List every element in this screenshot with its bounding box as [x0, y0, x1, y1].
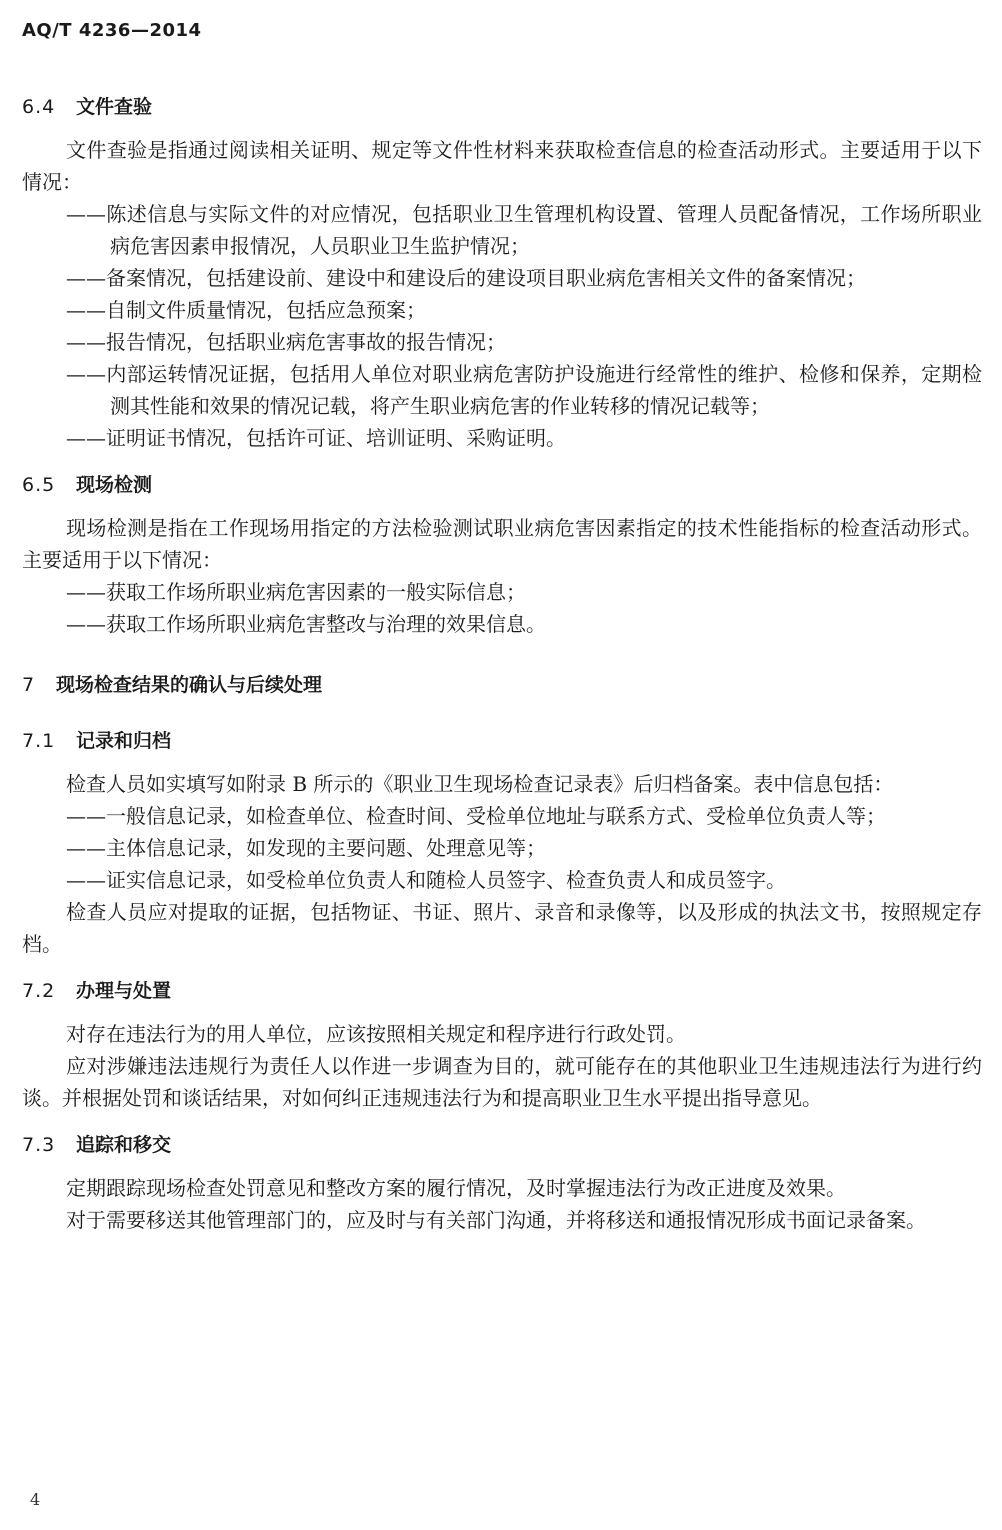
list-item: ——自制文件质量情况，包括应急预案；: [66, 298, 426, 322]
list-item: ——报告情况，包括职业病危害事故的报告情况；: [66, 330, 506, 354]
section-title: 办理与处置: [76, 980, 172, 1002]
list-item: ——内部运转情况证据，包括用人单位对职业病危害防护设施进行经常性的维护、检修和保养，定期检测其性能和效果的情况记载，将产生职业病危害的作业转移的情况记载等；: [66, 362, 982, 418]
section-number: 7.2: [22, 980, 56, 1002]
list-item: ——获取工作场所职业病危害整改与治理的效果信息。: [66, 612, 546, 636]
section-6-4-intro: 文件查验是指通过阅读相关证明、规定等文件性材料来获取检查信息的检查活动形式。主要适用于以下情况：: [22, 138, 982, 194]
section-title: 文件查验: [76, 96, 153, 118]
paragraph: 应对涉嫌违法违规行为责任人以作进一步调查为目的，就可能存在的其他职业卫生违规违法行为进行约谈。并根据处罚和谈话结果，对如何纠正违规违法行为和提高职业卫生水平提出指导意见。: [22, 1054, 982, 1110]
section-6-4-heading: [22, 92, 982, 122]
section-7-1-intro: 检查人员如实填写如附录 B 所示的《职业卫生现场检查记录表》后归档备案。表中信息包括：: [66, 772, 894, 796]
list-item: ——一般信息记录，如检查单位、检查时间、受检单位地址与联系方式、受检单位负责人等；: [66, 804, 886, 828]
list-item: ——证明证书情况，包括许可证、培训证明、采购证明。: [66, 426, 566, 450]
section-number: 6.4: [22, 96, 56, 118]
section-7-3-heading: [22, 1130, 982, 1160]
list-item: ——证实信息记录，如受检单位负责人和随检人员签字、检查负责人和成员签字。: [66, 868, 786, 892]
list-item: ——获取工作场所职业病危害因素的一般实际信息；: [66, 580, 526, 604]
section-7-heading: [22, 670, 982, 700]
list-item: ——主体信息记录，如发现的主要问题、处理意见等；: [66, 836, 546, 860]
section-6-5-heading: [22, 470, 982, 500]
section-number: 7.3: [22, 1134, 56, 1156]
section-6-5-intro: 现场检测是指在工作现场用指定的方法检验测试职业病危害因素指定的技术性能指标的检查活动形式。主要适用于以下情况：: [22, 516, 982, 572]
section-title: 现场检测: [76, 474, 153, 496]
section-number: 7.1: [22, 730, 56, 752]
section-title: 现场检查结果的确认与后续处理: [56, 674, 323, 696]
paragraph: 定期跟踪现场检查处罚意见和整改方案的履行情况，及时掌握违法行为改正进度及效果。: [66, 1176, 846, 1200]
list-item: ——陈述信息与实际文件的对应情况，包括职业卫生管理机构设置、管理人员配备情况，工作场所职业病危害因素申报情况，人员职业卫生监护情况；: [66, 202, 982, 258]
list-item: ——备案情况，包括建设前、建设中和建设后的建设项目职业病危害相关文件的备案情况；: [66, 266, 866, 290]
section-7-2-heading: [22, 976, 982, 1006]
standard-code-header: AQ/T 4236—2014: [22, 20, 202, 41]
page-number: 4: [30, 1490, 41, 1509]
paragraph: 对存在违法行为的用人单位，应该按照相关规定和程序进行行政处罚。: [66, 1022, 686, 1046]
section-title: 记录和归档: [76, 730, 172, 752]
paragraph: 对于需要移送其他管理部门的，应及时与有关部门沟通，并将移送和通报情况形成书面记录备案。: [66, 1208, 926, 1232]
section-title: 追踪和移交: [76, 1134, 172, 1156]
section-number: 7: [22, 674, 36, 696]
section-7-1-heading: [22, 726, 982, 756]
section-7-1-outro: 检查人员应对提取的证据，包括物证、书证、照片、录音和录像等，以及形成的执法文书，按照规定存档。: [22, 900, 982, 956]
section-number: 6.5: [22, 474, 56, 496]
document-body: [22, 92, 982, 1236]
